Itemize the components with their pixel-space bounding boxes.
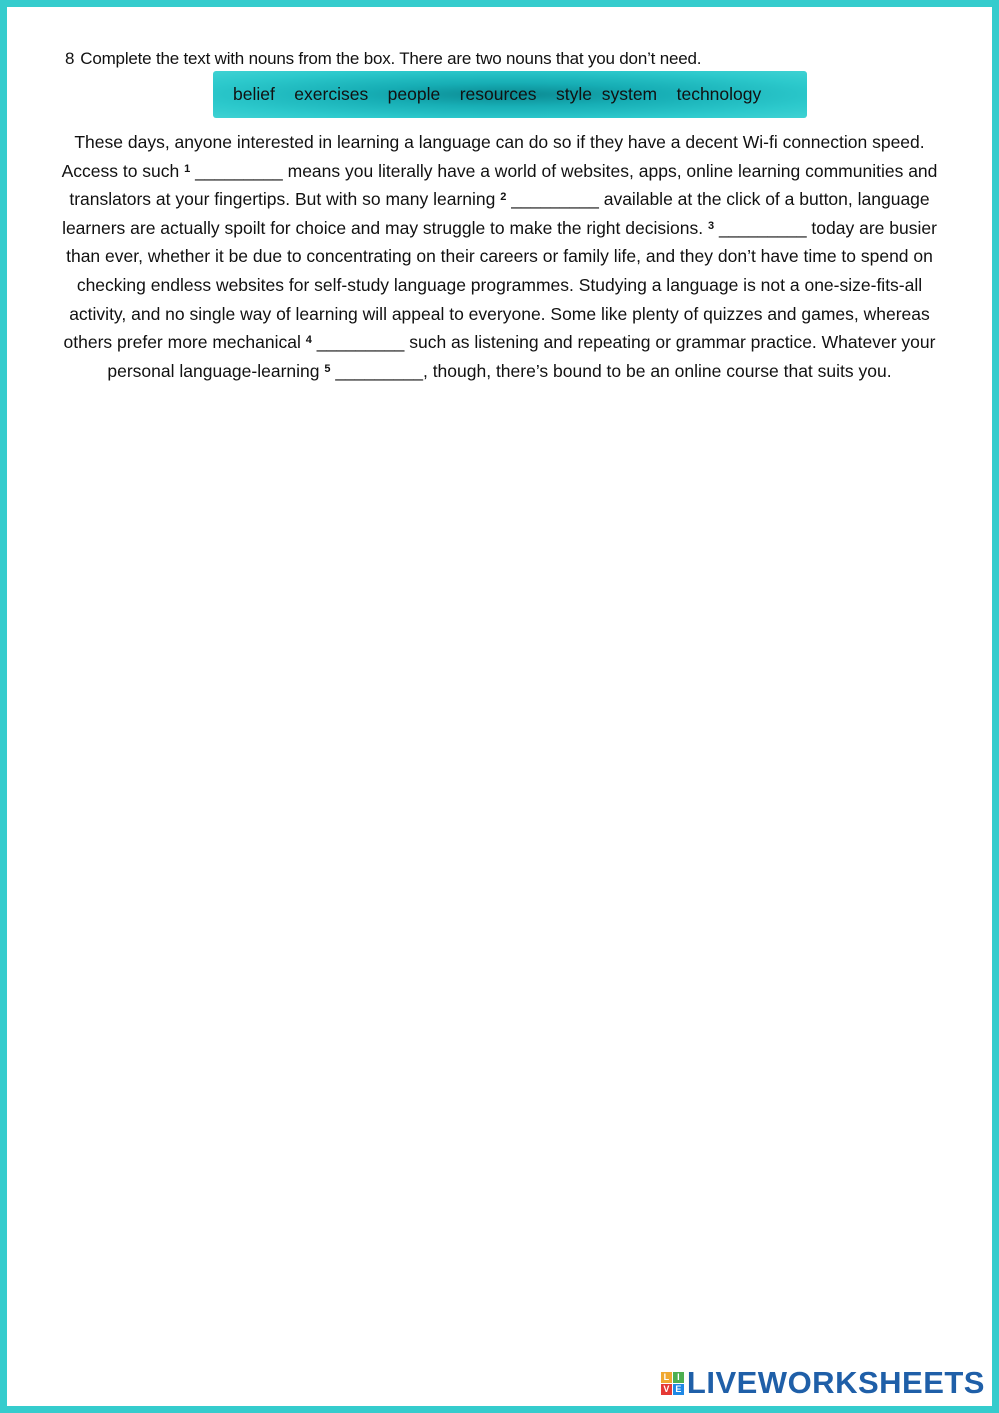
live-icon-tile: V <box>661 1384 672 1395</box>
instruction-text: Complete the text with nouns from the box. There are two nouns that you don’t need <box>80 49 697 68</box>
word-people: people <box>387 84 441 104</box>
word-technology: technology <box>676 84 762 104</box>
passage-segment: today are busier than ever, whether it be due to concentrating on their careers or family life, and they don’t have time to spend on checking endless websites for self-study language programmes. Studying a language is not a one-size-fits-all activity, and no single way of learning will appeal to everyone. Some like plenty of quizzes and games, whereas others prefer more mechanical <box>63 217 937 353</box>
word-style: style <box>555 84 592 104</box>
gap-number: 2 <box>500 191 507 204</box>
answer-blank-3[interactable]: _________ <box>718 217 807 238</box>
instruction-period: . <box>696 49 702 68</box>
word-belief: belief <box>233 84 275 104</box>
passage-segment: These days, anyone interested in learning a language can do so if they have a decent Wi-fi connection speed. Access to such <box>61 132 925 181</box>
passage-text <box>57 128 942 385</box>
passage-segment: such as listening and repeating or grammar practice. Whatever your personal language-learning <box>107 332 936 381</box>
word-exercises: exercises <box>294 84 369 104</box>
passage-segment: , though, there’s bound to be an online course that suits you. <box>422 360 892 381</box>
liveworksheets-logo <box>661 1366 985 1400</box>
live-icon <box>661 1372 684 1395</box>
brand-name: LIVEWORKSHEETS <box>686 1365 985 1400</box>
word-box <box>213 71 807 118</box>
exercise-number: 8 <box>65 49 75 68</box>
gap-number: 5 <box>324 362 331 375</box>
gap-number: 1 <box>184 162 191 175</box>
answer-blank-4[interactable]: _________ <box>316 332 405 353</box>
exercise-instruction <box>65 49 701 69</box>
passage-segment: means you literally have a world of websites, apps, online learning communities and translators at your fingertips. But with so many learning <box>69 160 938 210</box>
answer-blank-2[interactable]: _________ <box>511 189 599 210</box>
answer-blank-1[interactable]: _________ <box>195 160 283 181</box>
passage-segment: available at the click of a button, language learners are actually spoilt for choice and may struggle to make the right decisions. <box>62 189 930 238</box>
live-icon-tile: E <box>673 1384 684 1395</box>
answer-blank-5[interactable]: _________ <box>335 360 423 381</box>
live-icon-tile: L <box>661 1372 672 1383</box>
gap-number: 3 <box>707 219 715 232</box>
word-system: system <box>601 84 658 104</box>
word-resources: resources <box>459 84 537 104</box>
gap-number: 4 <box>305 334 312 347</box>
live-icon-tile: I <box>673 1372 684 1383</box>
